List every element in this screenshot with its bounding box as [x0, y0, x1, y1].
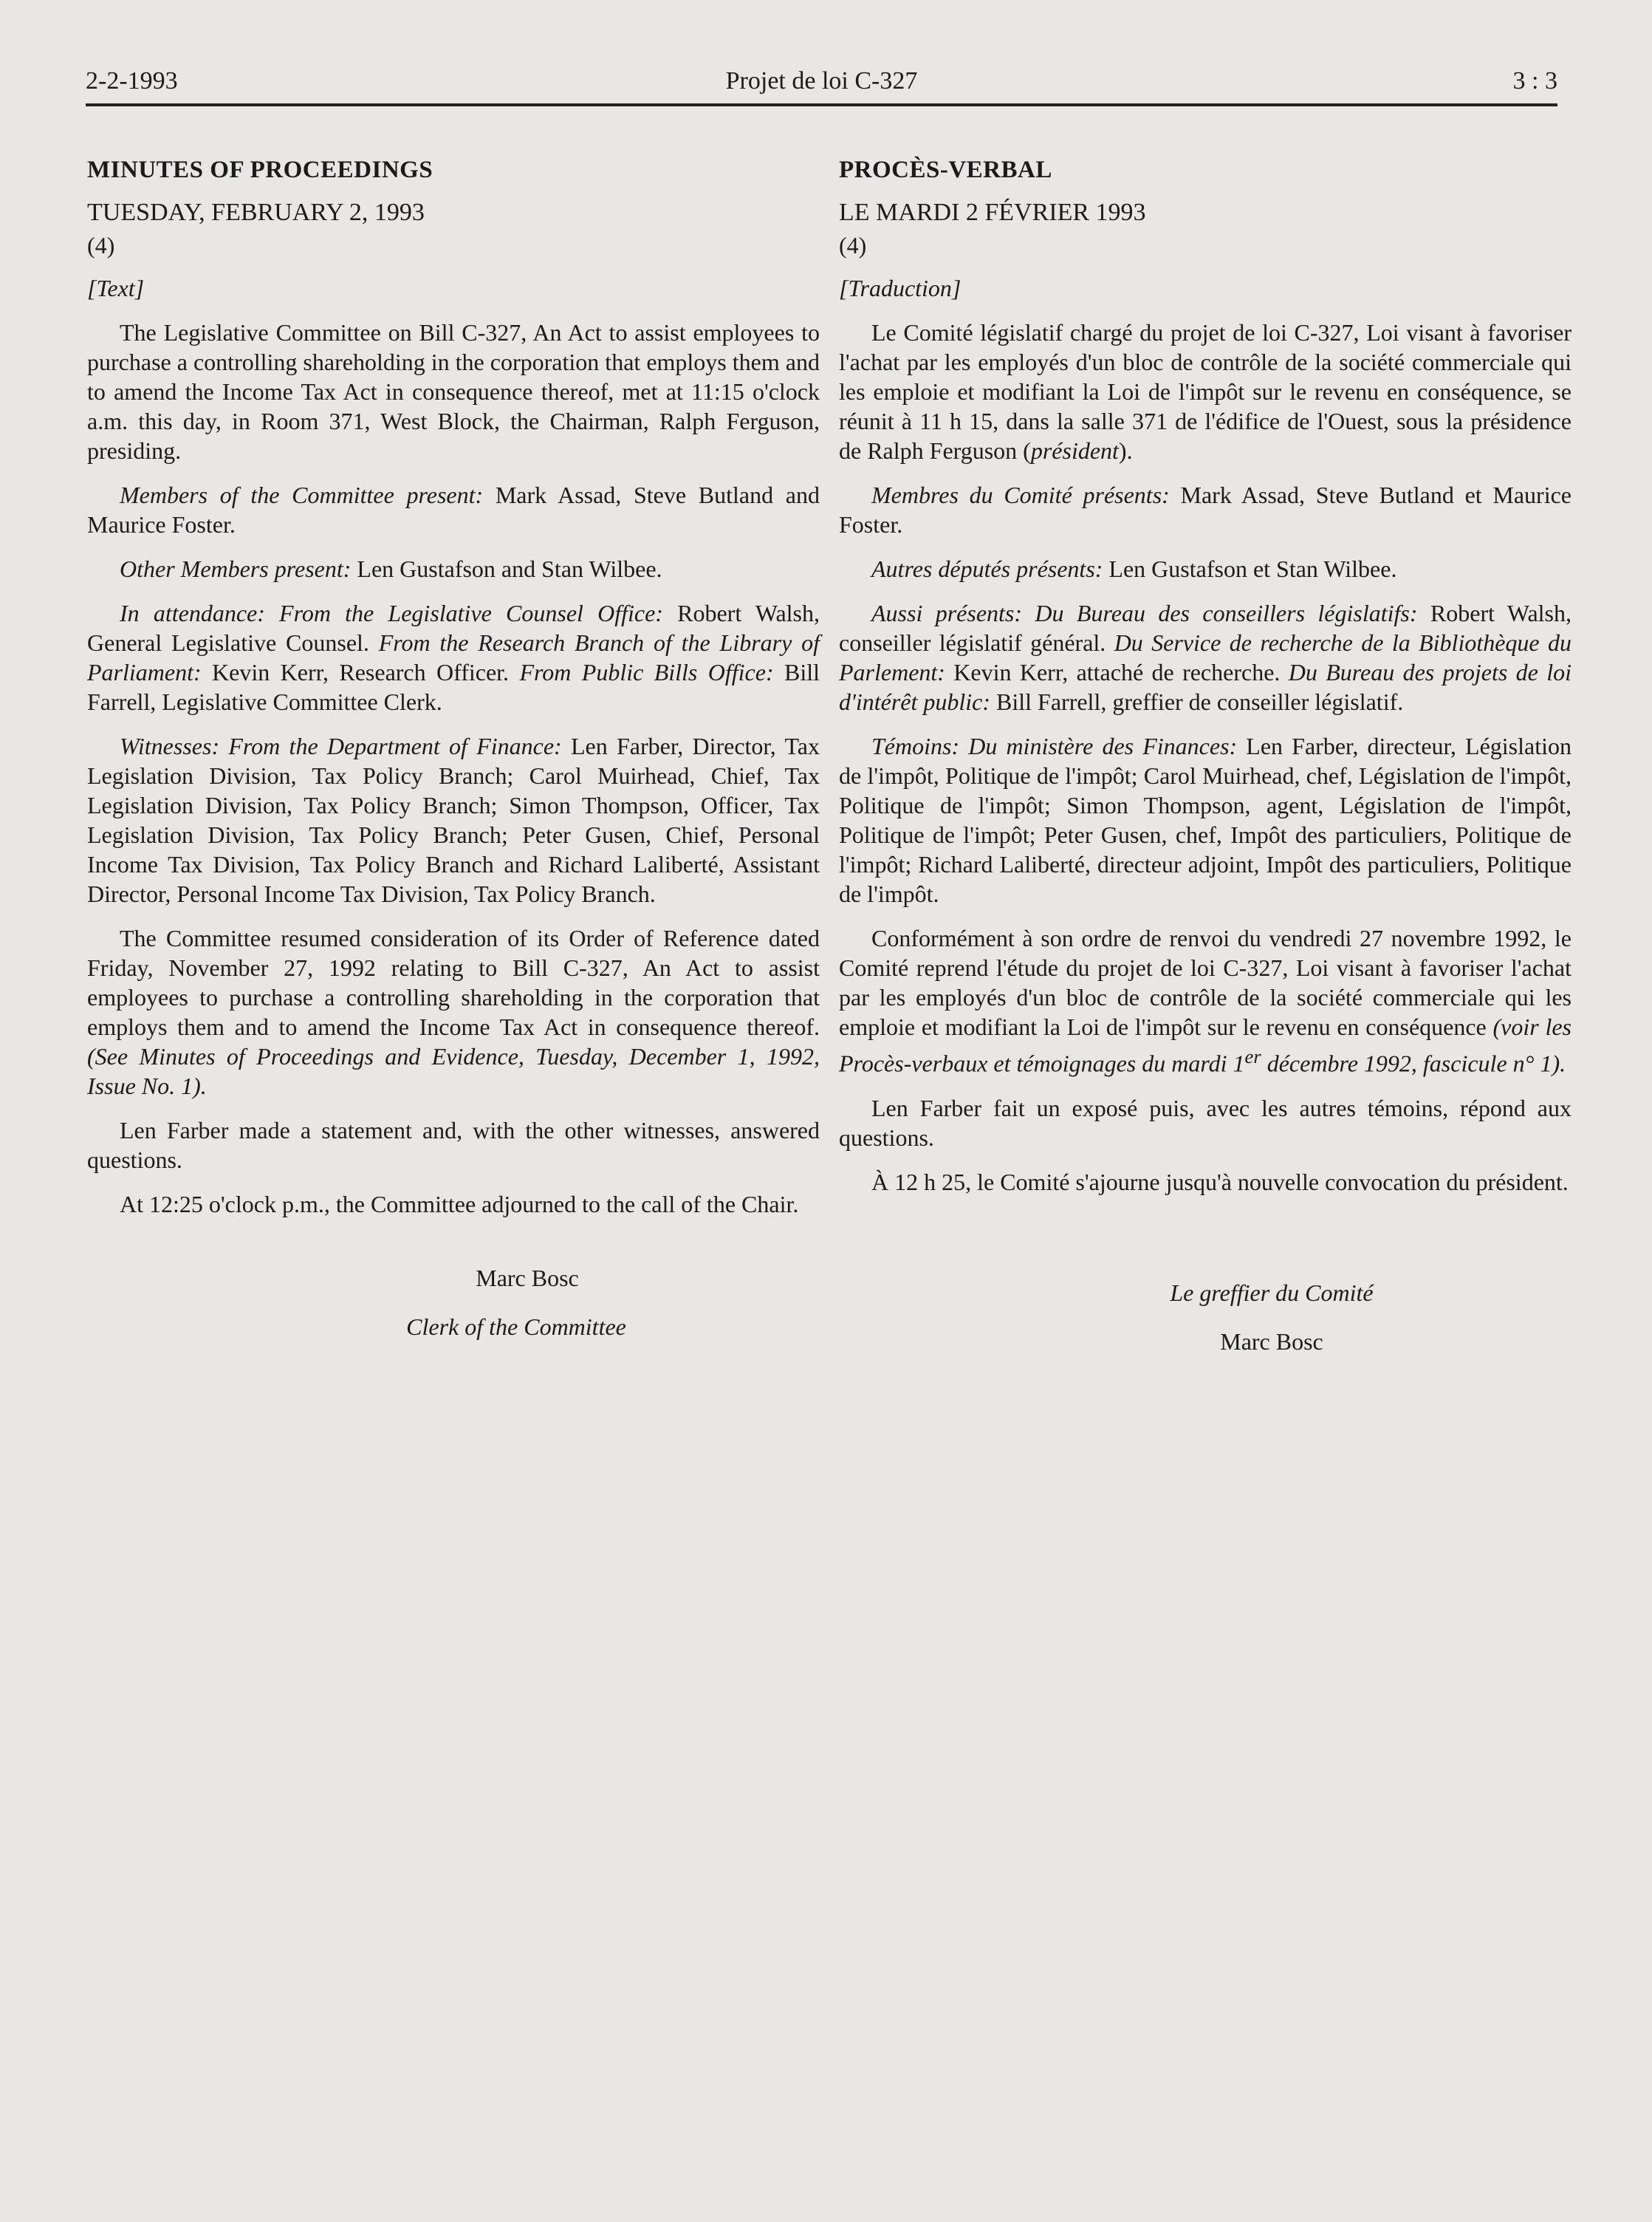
french-members-paragraph — [839, 480, 1572, 539]
english-members-paragraph — [87, 480, 820, 539]
french-date: LE MARDI 2 FÉVRIER 1993 — [839, 199, 1146, 226]
english-attendance-text-3: Bill Farrell, Legislative Committee Clerk. — [87, 659, 820, 715]
english-witnesses-label: Witnesses: From the Department of Finance: — [120, 733, 562, 759]
french-witnesses-label: Témoins: Du ministère des Finances: — [871, 733, 1238, 759]
english-members-label: Members of the Committee present: — [120, 482, 484, 508]
page-header — [86, 65, 1557, 103]
french-adjournment-paragraph: À 12 h 25, le Comité s'ajourne jusqu'à nouvelle convocation du président. — [871, 1168, 1569, 1195]
english-meeting-number: (4) — [87, 232, 115, 259]
french-witnesses-paragraph — [839, 731, 1572, 909]
english-witnesses-text: Len Farber, Director, Tax Legislation Division, Tax Policy Branch; Carol Muirhead, Chief, Tax Legislation Division, Tax Policy Branch; Simon Thompson, Officer, Tax Legislation Division, Tax Policy Branch; Peter Gusen, Chief, Personal Income Tax Division, Tax Policy Branch and Richard Laliberté, Assistant Director, Personal Income Tax Division, Tax Policy Branch. — [87, 733, 820, 907]
french-clerk-title: Le greffier du Comité — [1170, 1279, 1374, 1306]
header-title: Projet de loi C-327 — [725, 67, 918, 95]
english-attendance-label-2: From the Research Branch of the Library of Parliament: — [87, 629, 820, 686]
french-heading: PROCÈS-VERBAL — [839, 157, 1052, 183]
french-column — [839, 155, 1572, 1375]
french-resumed-paragraph — [839, 923, 1572, 1078]
french-resumed-text: Conformément à son ordre de renvoi du vendredi 27 novembre 1992, le Comité reprend l'étude du projet de loi C-327, Loi visant à favoriser l'achat par les employés d'un bloc de contrôle de la société commerciale qui les emploie et modifiant la Loi de l'impôt sur le revenu en conséquence — [839, 925, 1572, 1040]
french-attendance-text-2: Kevin Kerr, attaché de recherche. — [945, 659, 1289, 686]
french-attendance-paragraph — [839, 598, 1572, 717]
french-attendance-label-3: Du Bureau des projets de loi d'intérêt public: — [839, 659, 1572, 715]
english-statement-paragraph: Len Farber made a statement and, with the other witnesses, answered questions. — [87, 1117, 820, 1173]
french-attendance-text-1: Robert Walsh, conseiller législatif général. — [839, 600, 1572, 656]
english-resumed-text: The Committee resumed consideration of its Order of Reference dated Friday, November 27, 1992 relating to Bill C-327, An Act to assist employees to purchase a controlling shareholding in the corporation that employs them and to amend the Income Tax Act in consequence thereof. — [87, 925, 820, 1040]
french-others-label: Autres députés présents: — [871, 556, 1103, 582]
french-opening-close: ). — [1118, 437, 1133, 464]
english-others-label: Other Members present: — [120, 556, 352, 582]
french-members-label: Membres du Comité présents: — [871, 482, 1170, 508]
english-resumed-paragraph — [87, 923, 820, 1101]
french-translation-tag: [Traduction] — [839, 275, 962, 301]
french-meeting-number: (4) — [839, 232, 867, 259]
french-others-paragraph — [839, 554, 1572, 584]
french-attendance-label-1: Aussi présents: Du Bureau des conseillers législatifs: — [871, 600, 1418, 626]
english-clerk-title: Clerk of the Committee — [406, 1313, 626, 1340]
french-signature-block — [839, 1278, 1572, 1356]
english-text-tag: [Text] — [87, 275, 145, 301]
french-attendance-text-3: Bill Farrell, greffier de conseiller législatif. — [990, 688, 1404, 715]
english-attendance-paragraph — [87, 598, 820, 717]
english-opening-paragraph: The Legislative Committee on Bill C-327, An Act to assist employees to purchase a controlling shareholding in the corporation that employs them and to amend the Income Tax Act in consequence thereof, met at 11:15 o'clock a.m. this day, in Room 371, West Block, the Chairman, Ralph Ferguson, presiding. — [87, 319, 820, 464]
english-others-paragraph — [87, 554, 820, 584]
header-page-number: 3 : 3 — [1512, 67, 1557, 95]
french-opening-president: président — [1030, 437, 1119, 464]
english-witnesses-paragraph — [87, 731, 820, 909]
french-witnesses-text: Len Farber, directeur, Législation de l'impôt, Politique de l'impôt; Carol Muirhead, chef, Législation de l'impôt, Politique de l'impôt; Simon Thompson, agent, Législation de l'impôt, Politique de l'impôt; Peter Gusen, chef, Impôt des particuliers, Politique de l'impôt; Richard Laliberté, directeur adjoint, Impôt des particuliers, Politique de l'impôt. — [839, 733, 1572, 907]
english-attendance-label-3: From Public Bills Office: — [519, 659, 774, 686]
french-statement-paragraph: Len Farber fait un exposé puis, avec les autres témoins, répond aux questions. — [839, 1094, 1572, 1151]
header-date: 2-2-1993 — [86, 67, 178, 95]
french-resumed-reference-b: décembre 1992, fascicule n° 1). — [1261, 1050, 1566, 1077]
english-attendance-text-1: Robert Walsh, General Legislative Counsel. — [87, 600, 820, 656]
english-adjournment-paragraph: At 12:25 o'clock p.m., the Committee adjourned to the call of the Chair. — [120, 1191, 799, 1217]
french-opening-paragraph — [839, 318, 1572, 465]
french-resumed-reference-sup: er — [1244, 1045, 1261, 1067]
english-resumed-reference: (See Minutes of Proceedings and Evidence, Tuesday, December 1, 1992, Issue No. 1). — [87, 1043, 820, 1099]
english-attendance-text-2: Kevin Kerr, Research Officer. — [201, 659, 520, 686]
french-clerk-name: Marc Bosc — [1220, 1327, 1323, 1355]
english-heading: MINUTES OF PROCEEDINGS — [87, 157, 433, 183]
english-members-text: Mark Assad, Steve Butland and Maurice Foster. — [87, 482, 820, 538]
french-others-text: Len Gustafson et Stan Wilbee. — [1103, 556, 1397, 582]
english-attendance-label-1: In attendance: From the Legislative Counsel Office: — [120, 600, 663, 626]
english-clerk-name: Marc Bosc — [476, 1265, 579, 1291]
french-resumed-reference-a: (voir les Procès-verbaux et témoignages du mardi 1 — [839, 1013, 1572, 1077]
french-opening-text: Le Comité législatif chargé du projet de loi C-327, Loi visant à favoriser l'achat par les employés d'un bloc de contrôle de la société commerciale qui les emploie et modifiant la Loi de l'impôt sur le revenu en conséquence, se réunit à 11 h 15, dans la salle 371 de l'édifice de l'Ouest, sous la présidence de Ralph Ferguson ( — [839, 319, 1572, 464]
english-column — [87, 155, 820, 1361]
english-date: TUESDAY, FEBRUARY 2, 1993 — [87, 199, 425, 226]
french-attendance-label-2: Du Service de recherche de la Bibliothèque du Parlement: — [839, 629, 1572, 686]
header-rule — [86, 103, 1557, 106]
english-others-text: Len Gustafson and Stan Wilbee. — [351, 556, 662, 582]
french-members-text: Mark Assad, Steve Butland et Maurice Foster. — [839, 482, 1572, 538]
english-signature-block — [87, 1263, 820, 1341]
